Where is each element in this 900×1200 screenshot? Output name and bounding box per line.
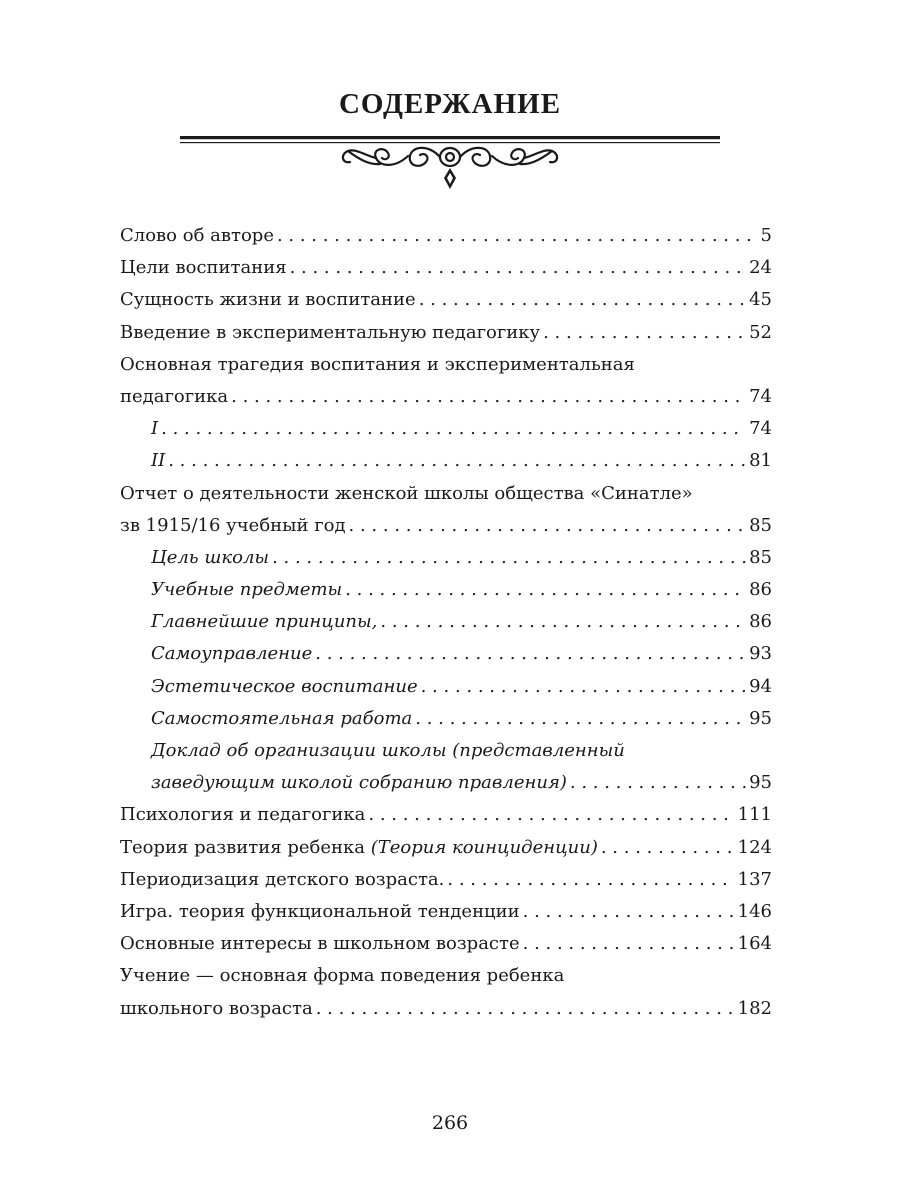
toc-subentry-continuation: заведующим школой собранию правления) . . . 95 xyxy=(120,767,772,799)
toc-subentry: Главнейшие принципы, . . . 86 xyxy=(120,606,772,638)
toc-subentry: Самостоятельная работа . . . 95 xyxy=(120,703,772,735)
table-of-contents xyxy=(120,220,772,1025)
toc-entry-continuation: педагогика . . . 74 xyxy=(120,381,772,413)
toc-subentry: I . . . 74 xyxy=(120,413,772,445)
toc-entry: Отчет о деятельности женской школы общества «Синатле» xyxy=(120,482,693,504)
toc-entry: Теория развития ребенка (Теория коинциденции) . . . 124 xyxy=(120,832,772,864)
page-title: СОДЕРЖАНИЕ xyxy=(338,88,562,120)
ornament-divider-icon xyxy=(180,134,720,196)
toc-entry: Игра. теория функциональной тенденции . . . 146 xyxy=(120,896,772,928)
toc-entry: Учение — основная форма поведения ребенка xyxy=(120,965,565,987)
toc-entry: Основные интересы в школьном возрасте . . . 164 xyxy=(120,928,772,960)
toc-subentry: Цель школы . . . 85 xyxy=(120,542,772,574)
toc-entry: Цели воспитания . . . 24 xyxy=(120,252,772,284)
toc-entry: Периодизация детского возраста. . . . 137 xyxy=(120,864,772,896)
toc-subentry: Эстетическое воспитание . . . 94 xyxy=(120,671,772,703)
toc-subentry: Доклад об организации школы (представленный xyxy=(151,740,625,761)
toc-subentry: Самоуправление . . . 93 xyxy=(120,638,772,670)
toc-entry-continuation: школьного возраста . . . 182 xyxy=(120,993,772,1025)
toc-entry: Введение в экспериментальную педагогику . . . 52 xyxy=(120,317,772,349)
toc-entry-continuation: зв 1915/16 учебный год . . . 85 xyxy=(120,510,772,542)
toc-subentry: Учебные предметы . . . 86 xyxy=(120,574,772,606)
toc-entry: Основная трагедия воспитания и экспериментальная xyxy=(120,353,635,375)
toc-entry: Слово об авторе . . . 5 xyxy=(120,220,772,252)
toc-entry: Сущность жизни и воспитание . . . 45 xyxy=(120,284,772,316)
toc-entry: Психология и педагогика . . . 111 xyxy=(120,799,772,831)
page-number: 266 xyxy=(431,1112,469,1134)
toc-subentry: II . . . 81 xyxy=(120,445,772,477)
